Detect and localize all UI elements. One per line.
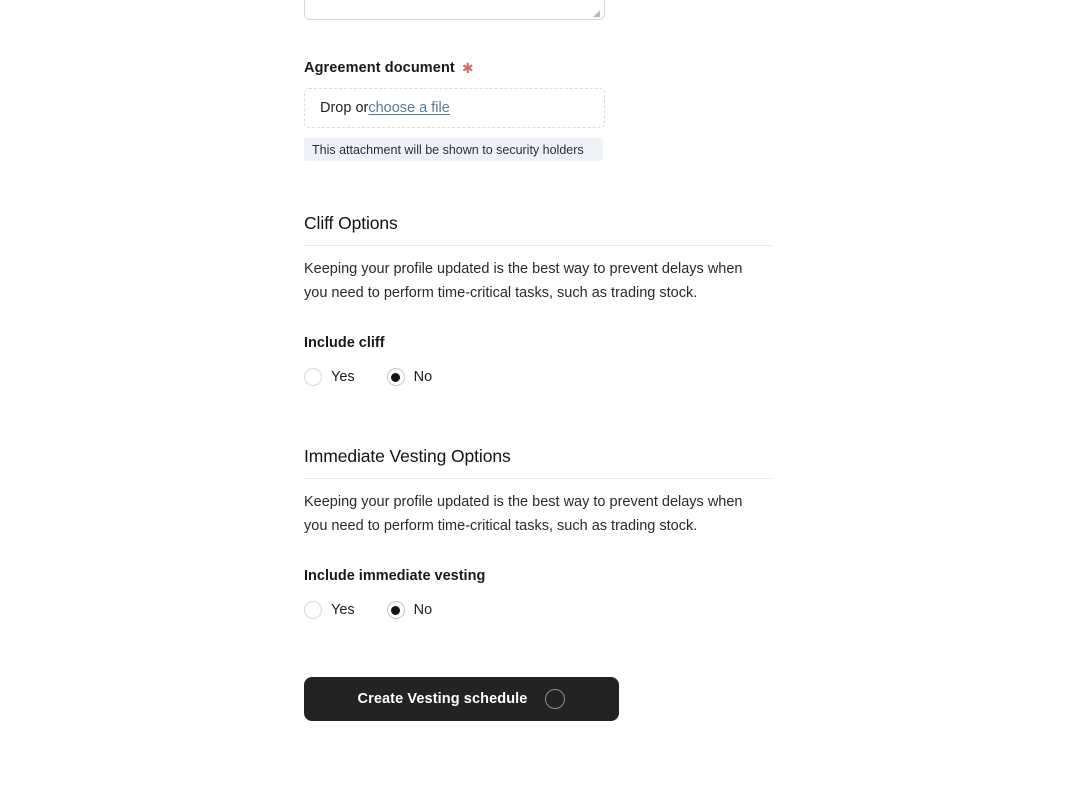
radio-unchecked-icon[interactable] [304, 601, 322, 619]
include-cliff-field [304, 335, 772, 386]
include-cliff-option-no-label: No [413, 369, 433, 385]
include-immediate-vesting-field [304, 568, 772, 619]
agreement-document-note-text: This attachment will be shown to security holders [312, 142, 584, 157]
section-immediate-vesting-options [304, 446, 772, 619]
include-cliff-label: Include cliff [304, 335, 385, 351]
include-immediate-vesting-option-no-label: No [413, 602, 433, 618]
section-cliff-options [304, 213, 772, 386]
section-divider [304, 478, 772, 479]
radio-checked-icon[interactable] [387, 601, 405, 619]
include-immediate-vesting-option-yes[interactable] [304, 601, 355, 619]
include-cliff-option-yes[interactable] [304, 368, 355, 386]
include-immediate-vesting-label: Include immediate vesting [304, 568, 486, 584]
vesting-terms-textarea[interactable] [304, 0, 605, 20]
include-cliff-option-no[interactable] [387, 368, 433, 386]
agreement-document-note [304, 138, 603, 161]
choose-a-file-link[interactable]: choose a file [368, 100, 450, 116]
agreement-document-label [304, 60, 605, 76]
required-asterisk-icon: ✱ [461, 60, 474, 76]
section-cliff-options-description: Keeping your profile updated is the best way to prevent delays when you need to perform time-critical tasks, such as trading stock. [304, 261, 743, 301]
include-cliff-option-yes-label: Yes [331, 369, 355, 385]
section-cliff-options-title: Cliff Options [304, 213, 398, 233]
include-immediate-vesting-option-no[interactable] [387, 601, 433, 619]
textarea-resize-handle[interactable]: ◢ [593, 8, 600, 18]
agreement-document-field [304, 60, 605, 161]
section-divider [304, 245, 772, 246]
create-vesting-schedule-button[interactable] [304, 677, 619, 721]
include-immediate-vesting-radio-group[interactable] [304, 601, 772, 619]
loading-spinner-icon [545, 689, 565, 709]
radio-checked-icon[interactable] [387, 368, 405, 386]
agreement-document-label-text: Agreement document [304, 60, 455, 76]
agreement-document-dropzone[interactable] [304, 88, 605, 128]
create-vesting-schedule-button-label: Create Vesting schedule [357, 691, 528, 707]
section-immediate-vesting-options-title: Immediate Vesting Options [304, 446, 511, 466]
include-cliff-radio-group[interactable] [304, 368, 772, 386]
dropzone-prefix-text: Drop or [320, 100, 369, 116]
section-immediate-vesting-options-description: Keeping your profile updated is the best way to prevent delays when you need to perform time-critical tasks, such as trading stock. [304, 494, 743, 534]
radio-unchecked-icon[interactable] [304, 368, 322, 386]
include-immediate-vesting-option-yes-label: Yes [331, 602, 355, 618]
